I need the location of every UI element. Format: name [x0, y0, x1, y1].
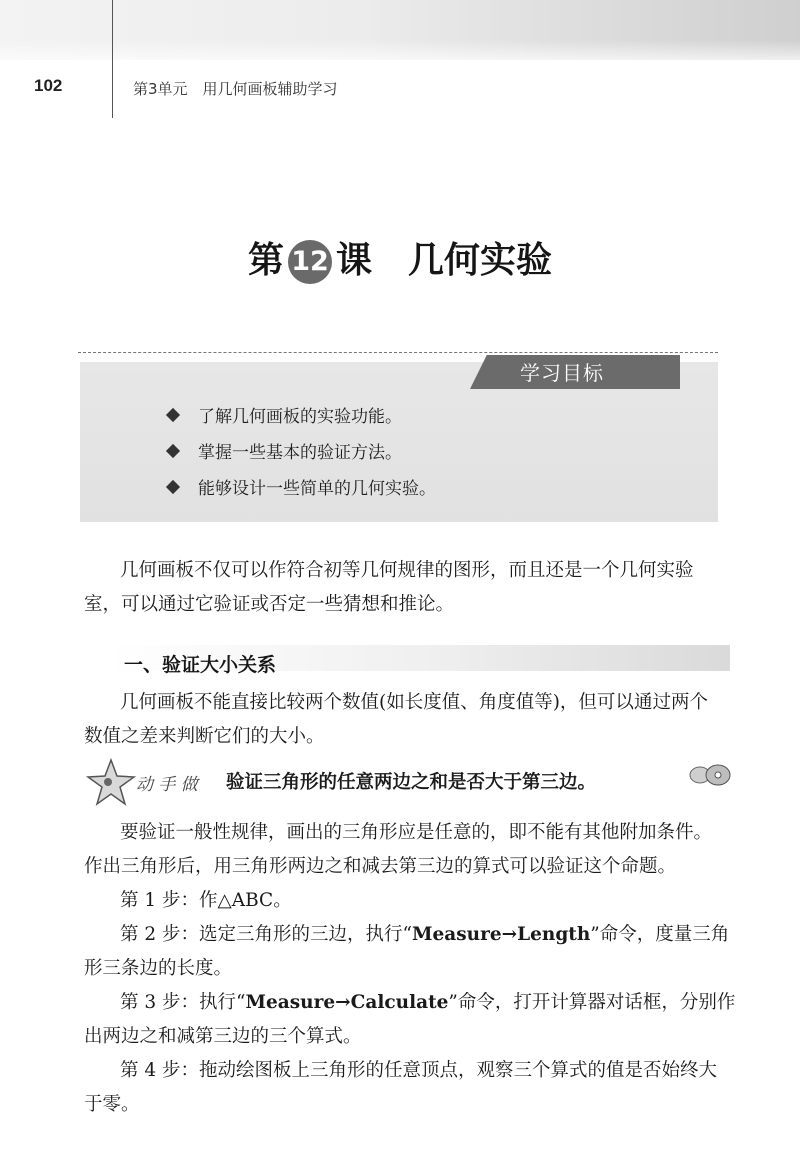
cd-disc-icon	[688, 764, 734, 786]
page-number: 102	[34, 76, 63, 95]
hands-on-line-2: 作出三角形后，用三角形两边之和减去第三边的算式可以验证这个命题。	[84, 856, 677, 877]
step-2-line-2: 形三条边的长度。	[84, 958, 233, 979]
header-divider	[112, 0, 113, 118]
lesson-name: 几何实验	[408, 240, 553, 281]
intro-line-1: 几何画板不仅可以作符合初等几何规律的图形，而且还是一个几何实验	[120, 560, 694, 581]
header-fade	[0, 40, 800, 70]
menu-command: Measure→Length	[412, 924, 591, 945]
objective-item: 了解几何画板的实验功能。	[168, 402, 402, 427]
step-4-line-2: 于零。	[84, 1094, 140, 1115]
section-line-2: 数值之差来判断它们的大小。	[84, 726, 325, 747]
hands-on-line-1: 要验证一般性规律，画出的三角形应是任意的，即不能有其他附加条件。	[120, 822, 713, 843]
diamond-bullet-icon	[166, 444, 180, 458]
lesson-title	[0, 232, 800, 284]
star-icon	[86, 758, 136, 808]
objective-item: 掌握一些基本的验证方法。	[168, 438, 402, 463]
hands-on-title: 验证三角形的任意两边之和是否大于第三边。	[226, 772, 597, 793]
objective-item: 能够设计一些简单的几何实验。	[168, 474, 436, 499]
lesson-number-badge: 12	[288, 240, 332, 284]
section-heading: 一、验证大小关系	[124, 654, 277, 676]
intro-line-2: 室，可以通过它验证或否定一些猜想和推论。	[84, 594, 455, 615]
unit-title: 第3单元 用几何画板辅助学习	[133, 80, 338, 98]
step-3-line-2: 出两边之和减第三边的三个算式。	[84, 1026, 362, 1047]
hands-on-label: 动 手 做	[136, 775, 198, 795]
menu-command: Measure→Calculate	[245, 992, 449, 1013]
step-2: 第 2 步：选定三角形的三边，执行“Measure→Length”命令，度量三角	[120, 924, 730, 945]
step-3: 第 3 步：执行“Measure→Calculate”命令，打开计算器对话框，分别作	[120, 992, 736, 1013]
lesson-prefix: 第	[247, 240, 284, 281]
step-4: 第 4 步：拖动绘图板上三角形的任意顶点，观察三个算式的值是否始终大	[120, 1060, 718, 1081]
section-line-1: 几何画板不能直接比较两个数值(如长度值、角度值等)，但可以通过两个	[120, 692, 708, 713]
diamond-bullet-icon	[166, 408, 180, 422]
diamond-bullet-icon	[166, 480, 180, 494]
objectives-top-rule	[78, 352, 718, 353]
step-1: 第 1 步：作△ABC。	[120, 890, 292, 911]
lesson-suffix: 课	[335, 240, 372, 281]
objectives-heading: 学习目标	[520, 361, 604, 385]
